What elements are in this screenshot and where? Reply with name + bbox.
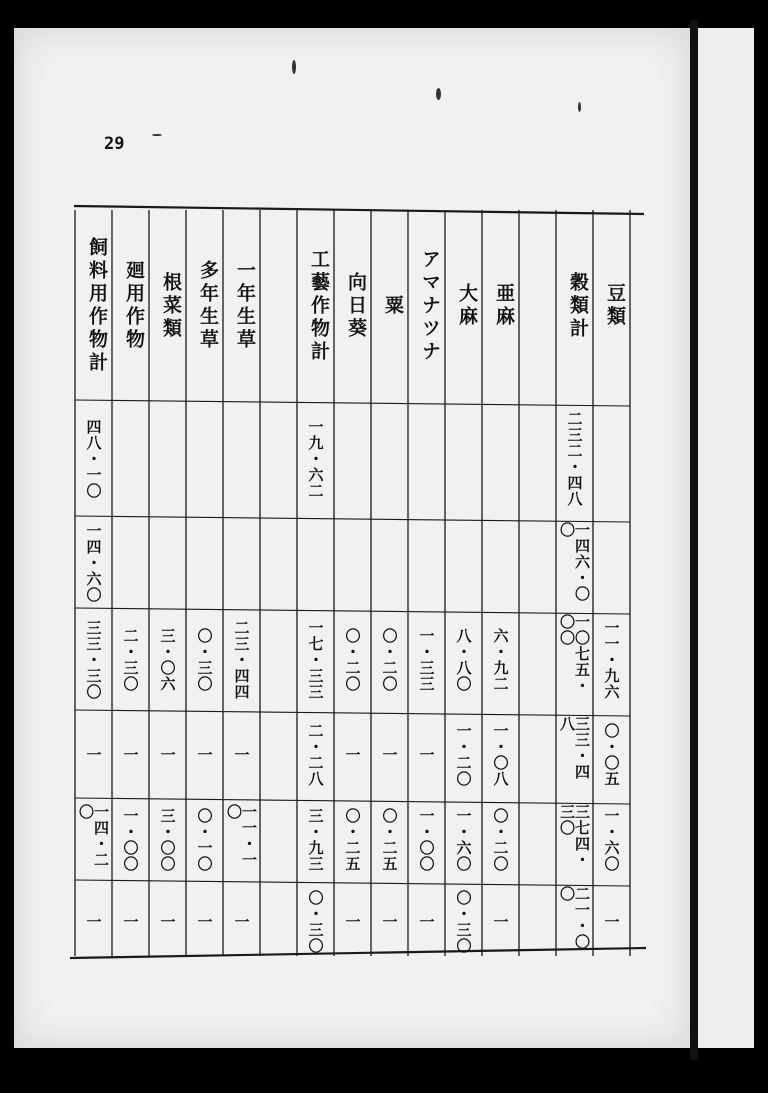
table-cell: 一 [158, 914, 177, 930]
table-cell: 〇・二〇 [343, 628, 362, 692]
table-cell: 一一・一〇 [225, 804, 258, 868]
scan-speck [152, 134, 162, 136]
grid-line [74, 206, 644, 214]
table-cell: 一一・九六 [602, 620, 621, 700]
column-header: 粟 [382, 294, 404, 318]
column-header: 一年生草 [234, 260, 256, 352]
column-header: アマナツナ [419, 248, 441, 364]
table-cell [372, 406, 406, 512]
table-cell: 〇・二五 [343, 808, 362, 872]
column-header [261, 218, 295, 394]
table-cell: 二三・四四 [232, 620, 251, 700]
table-cell [409, 522, 443, 604]
table-cell [520, 886, 554, 958]
table-cell: 二・二八 [306, 723, 325, 787]
table-cell [520, 614, 554, 706]
table-cell: 一 [84, 914, 103, 930]
table-cell: 一・〇八 [491, 723, 510, 787]
table-cell: 二一・〇〇 [558, 886, 591, 950]
scan-speck [436, 88, 441, 100]
column-header: 大麻 [456, 283, 478, 329]
table-cell: 一 [491, 914, 510, 930]
adjacent-page-edge [698, 28, 754, 1048]
table-cell: 一・二〇 [454, 723, 473, 787]
table-cell: 〇・三〇 [454, 890, 473, 954]
table-cell: 〇・二〇 [380, 628, 399, 692]
table-cell: 〇・〇五 [602, 723, 621, 787]
table-cell: 一 [232, 747, 251, 763]
table-cell: 六・九二 [491, 628, 510, 692]
table-cell: 三三・三〇 [84, 620, 103, 700]
table-cell [335, 522, 369, 604]
table-cell: 一 [84, 747, 103, 763]
table-cell: 一 [195, 747, 214, 763]
table-cell: 一 [417, 914, 436, 930]
table-cell [335, 406, 369, 512]
table-cell: 一 [232, 914, 251, 930]
table-cell: 〇・一〇 [195, 808, 214, 872]
column-header: 向日葵 [345, 271, 367, 341]
column-header: 豆類 [604, 283, 626, 329]
table-cell [261, 804, 295, 876]
table-cell [187, 406, 221, 512]
table-cell [150, 406, 184, 512]
column-header: 多年生草 [197, 260, 219, 352]
table-cell [520, 522, 554, 604]
table-cell [483, 406, 517, 512]
table-cell: 二・三〇 [121, 628, 140, 692]
table-cell: 一・六〇 [454, 808, 473, 872]
table-cell [224, 522, 258, 604]
table-cell: 〇・二〇 [491, 808, 510, 872]
table-cell [261, 522, 295, 604]
table-cell: 一 [121, 747, 140, 763]
statistics-table [70, 204, 648, 962]
table-cell: 〇・三〇 [195, 628, 214, 692]
table-cell [520, 716, 554, 794]
table-cell: 一 [158, 747, 177, 763]
table-cell: 一 [343, 747, 362, 763]
table-cell [520, 406, 554, 512]
table-cell [298, 522, 332, 604]
page-number: 29 [104, 134, 125, 154]
table-cell: 一 [343, 914, 362, 930]
table-cell: 一 [602, 914, 621, 930]
table-cell: 一・六〇 [602, 808, 621, 872]
table-cell: 一七・三三 [306, 620, 325, 700]
table-cell: 〇・二五 [380, 808, 399, 872]
table-cell: 一四・二〇 [77, 804, 110, 868]
column-header: 飼料用作物計 [86, 237, 108, 375]
table-cell [446, 522, 480, 604]
table-cell: 一九・六二 [306, 419, 325, 499]
table-cell: 一・三三 [417, 628, 436, 692]
table-cell [483, 522, 517, 604]
table-cell: 三・〇〇 [158, 808, 177, 872]
table-cell: 一 [380, 914, 399, 930]
table-cell: 〇・三〇 [306, 890, 325, 954]
column-header: 根菜類 [160, 271, 182, 341]
table-cell: 一 [380, 747, 399, 763]
table-cell [224, 406, 258, 512]
table-cell [261, 614, 295, 706]
table-cell: 八・八〇 [454, 628, 473, 692]
table-cell: 一四・六〇 [84, 523, 103, 603]
page-gutter [690, 20, 698, 1060]
table-cell: 四八・一〇 [84, 419, 103, 499]
table-cell: 三・九三 [306, 808, 325, 872]
table-cell [261, 406, 295, 512]
table-cell [187, 522, 221, 604]
scan-speck [578, 102, 581, 112]
table-cell: 二三二・四八 [565, 411, 584, 507]
table-cell [150, 522, 184, 604]
column-header: 亜麻 [493, 283, 515, 329]
column-header: 廻用作物 [123, 260, 145, 352]
column-header: 工藝作物計 [308, 248, 330, 364]
table-cell [594, 522, 628, 604]
table-cell [409, 406, 443, 512]
table-cell: 一・〇〇 [417, 808, 436, 872]
table-cell [261, 716, 295, 794]
table-cell: 三三・四八 [558, 716, 591, 780]
table-cell [520, 804, 554, 876]
table-cell: 一四六・〇〇 [558, 522, 591, 602]
table-cell: 一 [195, 914, 214, 930]
table-cell [113, 522, 147, 604]
table-cell [113, 406, 147, 512]
table-cell: 一 [121, 914, 140, 930]
table-cell: 一〇七五・〇〇 [558, 614, 591, 694]
table-cell [261, 886, 295, 958]
table-cell: 三七四・三〇 [558, 804, 591, 868]
table-cell: 三・〇六 [158, 628, 177, 692]
table-cell [372, 522, 406, 604]
table-cell: 一・〇〇 [121, 808, 140, 872]
scan-speck [292, 60, 296, 74]
table-cell [594, 406, 628, 512]
table-cell: 一 [417, 747, 436, 763]
column-header: 穀類計 [567, 271, 589, 341]
column-header [520, 218, 554, 394]
table-cell [446, 406, 480, 512]
